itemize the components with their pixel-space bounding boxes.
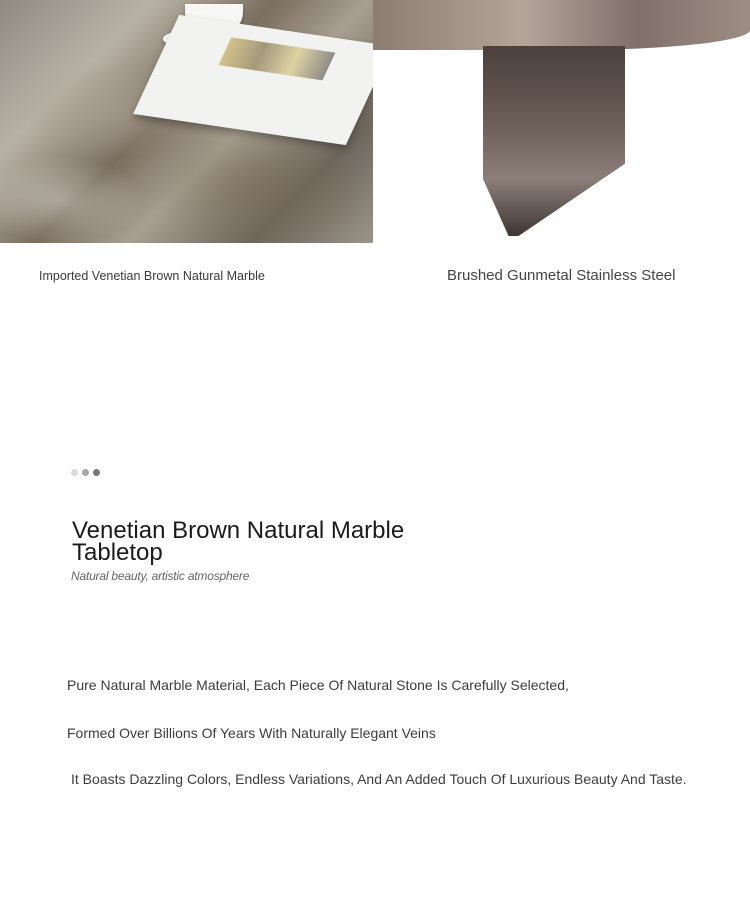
description-line-2: Formed Over Billions Of Years With Naturally Elegant Veins <box>67 725 436 741</box>
description-line-1: Pure Natural Marble Material, Each Piece Of Natural Stone Is Carefully Selected, <box>67 677 569 693</box>
book <box>133 15 373 145</box>
steel-leg-photo <box>373 0 750 243</box>
caption-steel: Brushed Gunmetal Stainless Steel <box>447 267 676 284</box>
dot <box>71 469 78 476</box>
dot <box>93 469 100 476</box>
title-line-2: Tabletop <box>72 539 163 567</box>
section-title <box>72 517 492 567</box>
section-subtitle: Natural beauty, artistic atmosphere <box>71 569 250 583</box>
marble-tabletop-edge <box>373 0 750 50</box>
dot <box>82 469 89 476</box>
title-line-1: Venetian Brown Natural Marble <box>72 517 405 545</box>
marble-tabletop-photo <box>0 0 373 243</box>
gunmetal-leg <box>483 46 625 236</box>
description-line-3: It Boasts Dazzling Colors, Endless Variations, And An Added Touch Of Luxurious Beauty And Taste. <box>71 771 687 787</box>
book-cover <box>218 37 335 80</box>
caption-marble: Imported Venetian Brown Natural Marble <box>39 269 265 283</box>
decor-dots <box>71 469 100 476</box>
